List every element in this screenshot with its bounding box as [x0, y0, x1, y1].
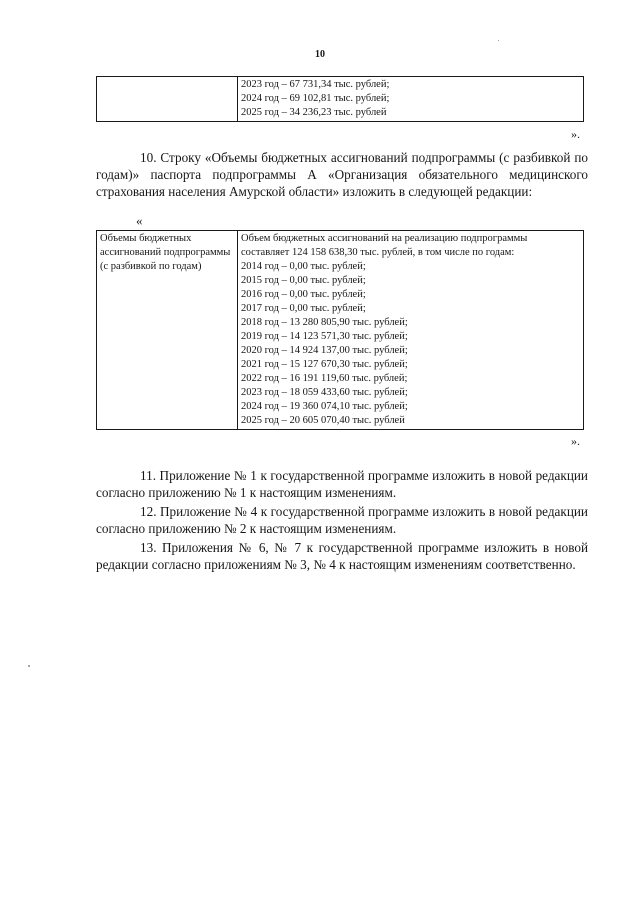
scan-speck	[498, 40, 499, 41]
funding-line: 2024 год – 69 102,81 тыс. рублей;	[241, 93, 390, 104]
item-11-paragraph	[96, 468, 588, 502]
budget-line: составляет 124 158 638,30 тыс. рублей, в том числе по годам:	[241, 247, 515, 258]
item-13-paragraph	[96, 540, 588, 574]
funding-line: 2025 год – 34 236,23 тыс. рублей	[241, 107, 387, 118]
item-10-paragraph	[96, 150, 588, 200]
budget-line: 2016 год – 0,00 тыс. рублей;	[241, 289, 366, 300]
scan-speck	[28, 665, 30, 667]
budget-line: 2014 год – 0,00 тыс. рублей;	[241, 261, 366, 272]
budget-line: 2018 год – 13 280 805,90 тыс. рублей;	[241, 317, 408, 328]
budget-line: 2022 год – 16 191 119,60 тыс. рублей;	[241, 373, 408, 384]
funding-line: 2023 год – 67 731,34 тыс. рублей;	[241, 79, 390, 90]
budget-line: 2017 год – 0,00 тыс. рублей;	[241, 303, 366, 314]
item-12-text: 12. Приложение № 4 к государственной программе изложить в новой редакции согласно приложению № 2 к настоящим изменениям.	[96, 504, 588, 536]
top-table-closing-quote: ».	[571, 127, 580, 141]
top-table-left-cell	[97, 77, 238, 122]
top-funding-table	[96, 76, 584, 122]
budget-line: 2020 год – 14 924 137,00 тыс. рублей;	[241, 345, 408, 356]
budget-line: Объем бюджетных ассигнований на реализацию подпрограммы	[241, 233, 528, 244]
top-table-values-cell	[238, 77, 584, 122]
budget-line: 2025 год – 20 605 070,40 тыс. рублей	[241, 415, 405, 426]
item-12-paragraph	[96, 504, 588, 538]
budget-line: 2023 год – 18 059 433,60 тыс. рублей;	[241, 387, 408, 398]
opening-quote: «	[136, 213, 143, 228]
budget-allocation-table	[96, 230, 584, 430]
budget-line: 2019 год – 14 123 571,30 тыс. рублей;	[241, 331, 408, 342]
budget-line: 2015 год – 0,00 тыс. рублей;	[241, 275, 366, 286]
budget-table-closing-quote: ».	[571, 434, 580, 448]
page-number: 10	[315, 49, 325, 60]
budget-line: 2021 год – 15 127 670,30 тыс. рублей;	[241, 359, 408, 370]
budget-values-cell	[238, 231, 584, 430]
item-13-text: 13. Приложения № 6, № 7 к государственной программе изложить в новой редакции согласно приложениям № 3, № 4 к настоящим изменениям соответственно.	[96, 540, 588, 572]
budget-label-cell: Объемы бюджетных ассигнований подпрограммы (с разбивкой по годам)	[97, 231, 238, 430]
item-11-text: 11. Приложение № 1 к государственной программе изложить в новой редакции согласно приложению № 1 к настоящим изменениям.	[96, 468, 588, 500]
item-10-text: 10. Строку «Объемы бюджетных ассигнований подпрограммы (с разбивкой по годам)» паспорта подпрограммы А «Организация обязательного медицинского страхования населения Амурской области» изложить в следующей редакции:	[96, 150, 588, 199]
budget-line: 2024 год – 19 360 074,10 тыс. рублей;	[241, 401, 408, 412]
